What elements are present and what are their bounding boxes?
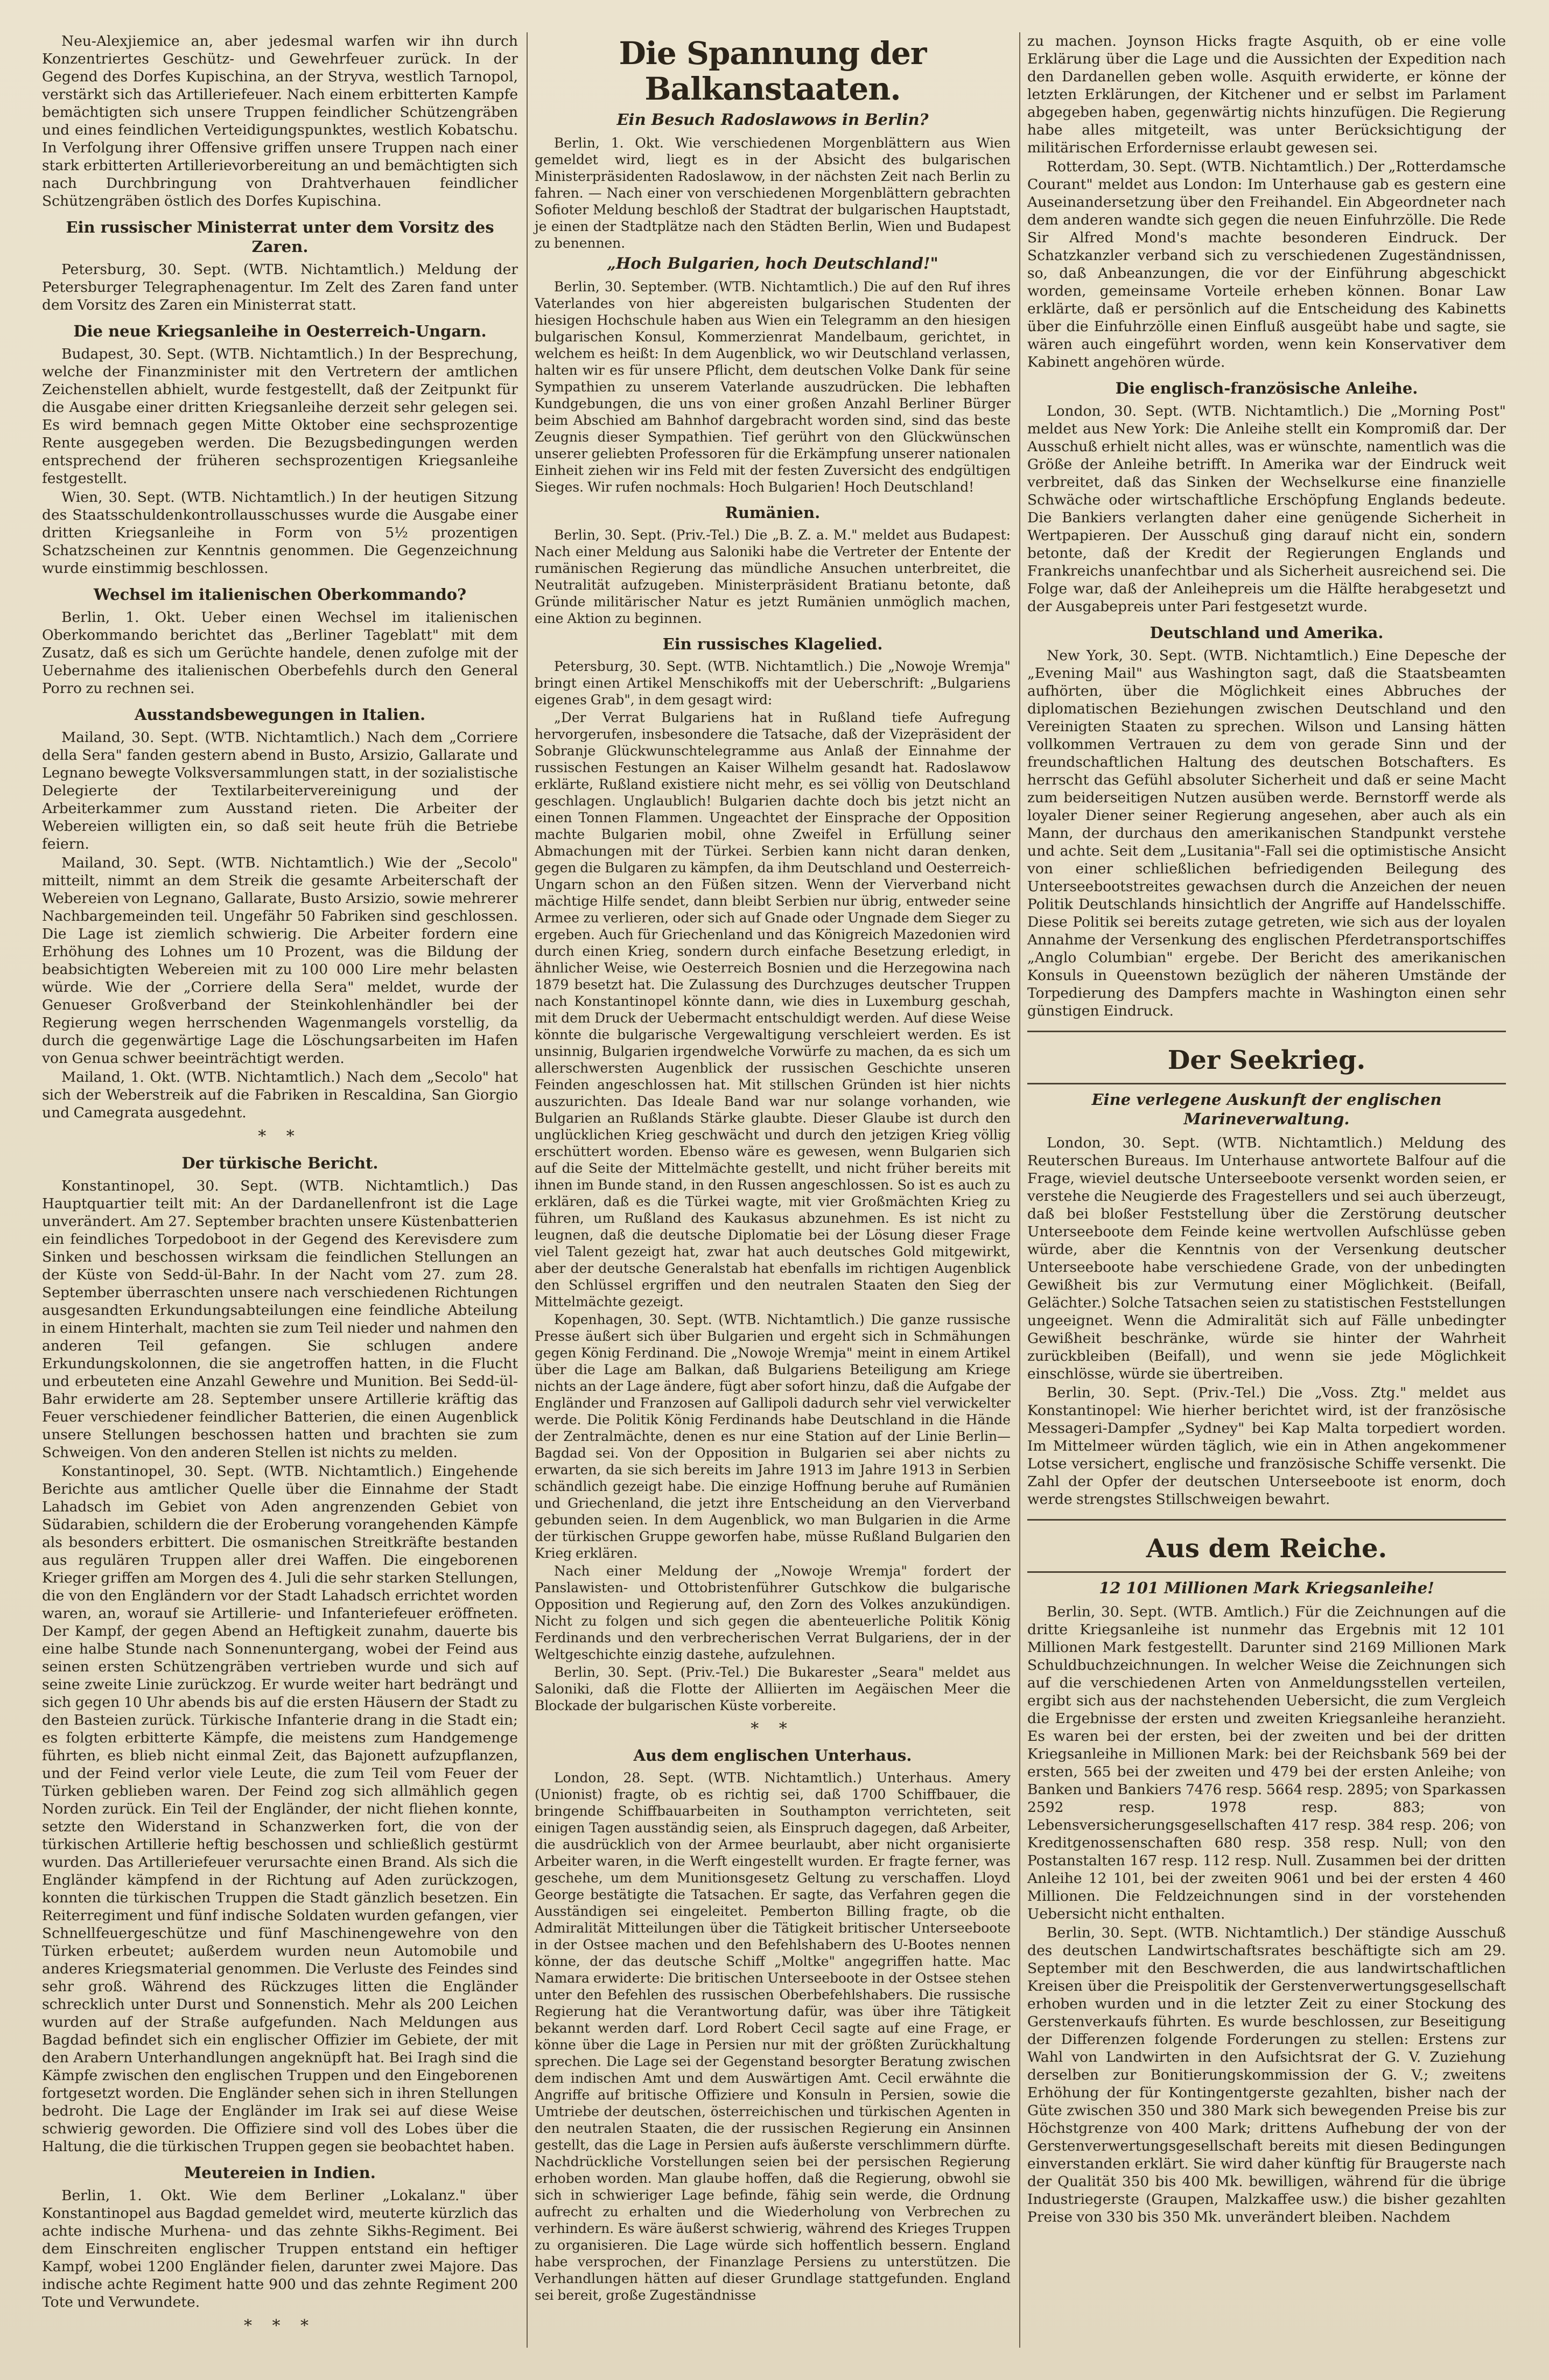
article-paragraph: Budapest, 30. Sept. (WTB. Nichtamtlich.) In der Besprechung, welche der Finanzminister mit den Vertretern der amtlichen Zeichenstellen abhielt, wurde festgestellt, daß der Zeitpunkt für die Ausgabe einer dritten Kriegsanleihe derzeit sehr gelegen sei. Es wird bemnach gegen Mitte Oktober eine sechsprozentige Rente ausgegeben werden. Die Bezugsbedingungen werden entsprechend der früheren sechsprozentigen Kriegsanleihe festgestellt. [42, 346, 518, 487]
article-paragraph: Berlin, 30. Sept. (WTB. Amtlich.) Für die Zeichnungen auf die dritte Kriegsanleihe ist nunmehr das Ergebnis mit 12 101 Millionen Mark festgestellt. Darunter sind 2169 Millionen Mark Schuldbuchzeichnungen. In welcher Weise die Zeichnungen sich auf die verschiedenen Arten von Anmeldungsstellen verteilen, ergibt sich aus der nachstehenden Uebersicht, die zum Vergleich die Ergebnisse der ersten und zweiten Kriegsanleihe heranzieht. Es waren bei der ersten, bei der zweiten und bei der dritten Kriegsanleihe in Millionen Mark: bei der Reichsbank 569 bei der ersten, 565 bei der zweiten und 479 bei der ersten Anleihe; von Banken und Bankiers 7476 resp. 5664 resp. 2895; von Sparkassen 2592 resp. 1978 resp. 883; von Lebensversicherungsgesellschaften 417 resp. 384 resp. 206; von Kreditgenossenschaften 680 resp. 358 resp. Null; von den Postanstalten 167 resp. 112 resp. Null. Zusammen bei der dritten Anleihe 12 101, bei der zweiten 9061 und bei der ersten 4 460 Millionen. Die Feldzeichnungen sind in der vorstehenden Uebersicht nicht enthalten. [1027, 1604, 1506, 1922]
article-paragraph: Kopenhagen, 30. Sept. (WTB. Nichtamtlich.) Die ganze russische Presse äußert sich über Bulgarien und ergeht sich in Schmähungen gegen König Ferdinand. Die „Nowoje Wremja" meint in einem Artikel über die Lage am Balkan, daß Bulgariens Beteiligung am Kriege nichts an der Lage ändere, fügt aber sofort hinzu, daß die Aufgabe der Engländer und Franzosen auf Gallipoli dadurch sehr viel verwickelter werde. Die Politik König Ferdinands habe Deutschland in die Hände der Zentralmächte, denen es nur eine Station auf der Linie Berlin—Bagdad sei. Von der Opposition in Bulgarien sei aber nichts zu erwarten, da sie sich bereits im Jahre 1913 im Jahre 1913 in Serbien schändlich gezeigt habe. Die einzige Hoffnung beruhe auf Rumänien und Griechenland, die jetzt ihre Entscheidung an den Vierverband gebunden seien. In dem Augenblick, wo man Bulgarien in die Arme der türkischen Gruppe geworfen habe, müsse Rußland Bulgarien den Krieg erklären. [535, 1312, 1011, 1561]
article-paragraph: London, 30. Sept. (WTB. Nichtamtlich.) Meldung des Reuterschen Bureaus. Im Unterhause antwortete Balfour auf die Frage, wieviel deutsche Unterseeboote versenkt worden seien, er verstehe die Neugierde des Fragestellers und sei auch überzeugt, daß bei bloßer Feststellung über die Zerstörung deutscher Unterseeboote dem Feinde keine wertvollen Aufschlüsse geben würde, aber die Kenntnis von der Versenkung deutscher Unterseeboote habe verschiedene Grade, von der unbedingten Gewißheit bis zur Vermutung einer Möglichkeit. (Beifall, Gelächter.) Solche Tatsachen seien zu statistischen Feststellungen ungeeignet. Wenn die Admiralität sich auf Fälle unbedingter Gewißheit beschränke, würde sie hinter der Wahrheit zurückbleiben (Beifall), und wenn sie jede Möglichkeit einschlösse, würde sie übertreiben. [1027, 1135, 1506, 1382]
article-heading: Wechsel im italienischen Oberkommando? [93, 585, 467, 604]
article-paragraph: Berlin, 1. Okt. Wie dem Berliner „Lokalanz." über Konstantinopel aus Bagdad gemeldet wird, meuterte kürzlich das achte indische Murhena- und das zehnte Sikhs-Regiment. Bei dem Einschreiten englischer Truppen entstand ein heftiger Kampf, wobei 1200 Engländer fielen, darunter zwei Majore. Das indische achte Regiment hatte 900 und das zehnte Regiment 200 Tote und Verwundete. [42, 2187, 518, 2311]
article-heading: Aus dem englischen Unterhaus. [633, 1746, 912, 1765]
section-title: Der Seekrieg. [1167, 1045, 1366, 1075]
article-paragraph: Mailand, 1. Okt. (WTB. Nichtamtlich.) Nach dem „Secolo" hat sich der Weberstreik auf die Fabriken in Rescaldina, San Giorgio und Camegrata ausgedehnt. [42, 1069, 518, 1121]
article-heading: Ein russisches Klagelied. [662, 635, 883, 653]
separator-stars: * * [258, 1127, 302, 1146]
column-middle [530, 32, 1015, 2353]
article-subheadline: 12 101 Millionen Mark Kriegsanleihe! [1099, 1579, 1434, 1597]
article-heading: Meutereien in Indien. [184, 2164, 376, 2182]
column-left [38, 32, 522, 2353]
article-paragraph: Konstantinopel, 30. Sept. (WTB. Nichtamtlich.) Das Hauptquartier teilt mit: An der Dardanellenfront ist die Lage unverändert. Am 27. September brachten unsere Küstenbatterien ein feindliches Torpedoboot in der Gegend des Kerevisdere zum Sinken und beschossen wirksam die feindlichen Stellungen an der Küste von Sedd-ül-Bahr. In der Nacht vom 27. zum 28. September überraschten unsere nach verschiedenen Richtungen ausgesandten Erkundungsabteilungen eine feindliche Abteilung in einem Hinterhalt, machten sie zum Teil nieder und nahmen den anderen Teil gefangen. Sie schlugen andere Erkundungskolonnen, die sie angetroffen hatten, in die Flucht und erbeuteten eine Anzahl Gewehre und Munition. Bei Sedd-ül-Bahr erwiderte am 28. September unsere Artillerie kräftig das Feuer verschiedener feindlicher Batterien, die einen Augenblick unsere Stellungen beschossen hatten und brachten sie zum Schweigen. Von den anderen Stellen ist nichts zu melden. [42, 1178, 518, 1461]
article-paragraph: London, 30. Sept. (WTB. Nichtamtlich.) Die „Morning Post" meldet aus New York: Die Anleihe stellt ein Kompromiß dar. Der Ausschuß erhielt nicht alles, was er wünschte, namentlich was die Größe der Anleihe betrifft. In Amerika war der Eindruck weit verbreitet, daß das Sinken der Wechselkurse eine finanzielle Schwäche oder wirtschaftliche Erschöpfung Englands bedeute. Die Bankiers verlangten daher eine genügende Sicherheit in Wertpapieren. Der Ausschuß ging darauf nicht ein, sondern betonte, daß der Kredit der Regierungen Englands und Frankreichs unanfechtbar und als Sicherheit ausreichend sei. Die Folge war, daß der Anleihepreis um die Hälfte herabgesetzt und der Ausgabepreis unter Pari festgesetzt wurde. [1027, 403, 1506, 615]
article-heading: Die englisch-französische Anleihe. [1115, 379, 1418, 397]
article-paragraph: Mailand, 30. Sept. (WTB. Nichtamtlich.) Nach dem „Corriere della Sera" fanden gestern abend in Busto, Arsizio, Gallarate und Legnano bewegte Volksversammlungen statt, in der sozialistische Delegierte der Textilarbeitervereinigung und der Arbeiterkammer zum Ausstand rieten. Die Arbeiter der Webereien willigten ein, so daß seit heute früh die Betriebe feiern. [42, 729, 518, 852]
article-paragraph: New York, 30. Sept. (WTB. Nichtamtlich.) Eine Depesche der „Evening Mail" aus Washington sagt, daß die Staatsbeamten aufhörten, über die Möglichkeit eines Abbruches der diplomatischen Beziehungen zwischen Deutschland und den Vereinigten Staaten zu sprechen. Wilson und Lansing hätten vollkommen Vertrauen zu dem von gerade Sinn und der freundschaftlichen Haltung des deutschen Botschafters. Es herrscht das Gefühl absoluter Sicherheit und daß er seine Macht zum beiderseitigen Nutzen ausüben werde. Bernstorff werde als loyaler Diener seiner Regierung angesehen, aber auch als ein Mann, der durchaus den amerikanischen Standpunkt verstehe und achte. Seit dem „Lusitania"-Fall sei die optimistische Ansicht von einer schließlichen befriedigenden Beilegung des Unterseebootstreites gewachsen durch die Anzeichen der neuen Politik Deutschlands hinsichtlich der Angriffe auf Handelsschiffe. Diese Politik sei bereits zutage getreten, wie sich aus der loyalen Annahme der Versenkung des englischen Pferdetransportschiffes „Anglo Columbian" ergebe. Der Bericht des amerikanischen Konsuls in Queenstown bezüglich der näheren Umstände der Torpedierung des Dampfers machte in Washington einen sehr günstigen Eindruck. [1027, 647, 1506, 1019]
section-header-box [1027, 1519, 1506, 1573]
article-heading: Deutschland und Amerika. [1150, 624, 1384, 642]
article-paragraph: London, 28. Sept. (WTB. Nichtamtlich.) Unterhaus. Amery (Unionist) fragte, ob es richtig sei, daß 1700 Schiffbauer, die bringende Schiffbauarbeiten in Southampton verrichteten, seit einigen Tagen ausständig seien, als Einspruch dagegen, daß Arbeiter, die ausdrücklich von der Armee beurlaubt, aber nicht organisierte Arbeiter waren, in die Werft eingestellt wurden. Er fragte ferner, was geschehe, um dem Munitionsgesetz Geltung zu verschaffen. Lloyd George bestätigte die Tatsachen. Er sagte, das Verfahren gegen die Ausständigen sei eingeleitet. Pemberton Billing fragte, ob die Admiralität Mitteilungen über die Tätigkeit britischer Unterseeboote in der Ostsee machen und den Befehlshabern des U-Bootes nennen könne, der das deutsche Schiff „Moltke" angegriffen hatte. Mac Namara erwiderte: Die britischen Unterseeboote in der Ostsee stehen unter den Befehlen des russischen Oberbefehlshabers. Die russische Regierung hat die Verantwortung dafür, was über ihre Tätigkeit bekannt werden darf. Lord Robert Cecil sagte auf eine Frage, er könne über die Lage in Persien nur mit der größten Zurückhaltung sprechen. Die Lage sei der Gegenstand besorgter Beratung zwischen dem indischen Amt und dem Auswärtigen Amt. Cecil erwähnte die Angriffe auf britische Offiziere und Konsuln in Persien, sowie die Umtriebe der deutschen, österreichischen und türkischen Agenten in den neutralen Staaten, die der russischen Regierung ein Ansinnen gestellt, das die Lage in Persien aufs äußerste verschlimmern dürfte. Nachdrückliche Vorstellungen seien bei der persischen Regierung erhoben worden. Man glaube hoffen, daß die Regierung, obwohl sie sich in schwieriger Lage befinde, fähig sein werde, die Ordnung aufrecht zu erhalten und die Wiederholung von Verbrechen zu verhindern. Es wäre äußerst schwierig, während des Krieges Truppen zu organisieren. Die Lage würde sich hoffentlich bessern. England habe versprochen, der Finanzlage Persiens zu unterstützen. Die Verhandlungen hätten auf dieser Grundlage stattgefunden. England sei bereit, große Zugeständnisse [535, 1770, 1011, 2303]
column-divider [527, 32, 528, 2348]
article-paragraph: Rotterdam, 30. Sept. (WTB. Nichtamtlich.) Der „Rotterdamsche Courant" meldet aus London: Im Unterhause gab es gestern eine Auseinandersetzung über den Freihandel. Ein Abgeordneter nach dem anderen wandte sich gegen die neuen Einfuhrzölle. Die Rede Sir Alfred Mond's machte besonderen Eindruck. Der Schatzkanzler verband sich zu verschiedenen Zugeständnissen, so, daß Anbeanzungen, die vor der Einführung abgeschickt worden, gemeinsame Vorteile erheben können. Bonar Law erklärte, daß er persönlich auf die Entscheidung des Kabinetts über die Einfuhrzölle einen Einfluß ausgeübt habe und sagte, sie wären auch eingeführt worden, wenn kein Konservativer dem Kabinett angehören würde. [1027, 158, 1506, 370]
article-paragraph: Neu-Alexjiemice an, aber jedesmal warfen wir ihn durch Konzentriertes Geschütz- und Gewehrfeuer zurück. In der Gegend des Dorfes Kupischina, an der Stryva, westlich Tarnopol, verstärkt sich das Artilleriefeuer. Nach einem erbitterten Kampfe bemächtigten sich unsere Truppen feindlicher Schützengräben und eines feindlichen Verteidigungspunktes, westlich Kobatschu. In Verfolgung ihrer Offensive griffen unsere Truppen nach einer stark erbitterten Artillerievorbereitung an und bemächtigten sich nach Durchbringung von Drahtverhauen feindlicher Schützengräben östlich des Dorfes Kupischina. [42, 33, 518, 209]
article-paragraph: Petersburg, 30. Sept. (WTB. Nichtamtlich.) Die „Nowoje Wremja" bringt einen Artikel Menschikoffs mit der Ueberschrift: „Bulgariens eigenes Grab", in dem gesagt wird: [535, 659, 1011, 708]
article-paragraph: Berlin, 30. Sept. (Priv.-Tel.) Die Bukarester „Seara" meldet aus Saloniki, daß die Flotte der Alliierten im Aegäischen Meer die Blockade der bulgarischen Küste vorbereite. [535, 1664, 1011, 1713]
article-heading: Die neue Kriegsanleihe in Oesterreich-Ungarn. [73, 322, 487, 340]
column-right [1023, 32, 1510, 2353]
article-paragraph: Wien, 30. Sept. (WTB. Nichtamtlich.) In der heutigen Sitzung des Staatsschuldenkontrollausschusses wurde die Ausgabe einer dritten Kriegsanleihe in Form von 5½ prozentigen Schatzscheinen zur Kenntnis genommen. Die Gegenzeichnung wurde einstimmig beschlossen. [42, 489, 518, 577]
section-headline: Die Spannung der Balkanstaaten. [619, 35, 927, 107]
article-paragraph: Berlin, 1. Okt. Wie verschiedenen Morgenblättern aus Wien gemeldet wird, liegt es in der Absicht des bulgarischen Ministerpräsidenten Radoslawow, in der nächsten Zeit nach Berlin zu fahren. — Nach einer von verschiedenen Morgenblättern gebrachten Sofioter Meldung beschloß der Stadtrat der bulgarischen Hauptstadt, je einen der Stadtplätze nach den Städten Berlin, Wien und Budapest zu benennen. [535, 135, 1011, 251]
article-paragraph: Berlin, 30. Sept. (Priv.-Tel.) Die „Voss. Ztg." meldet aus Konstantinopel: Wie hierher berichtet wird, ist der französische Messageri-Dampfer „Sydney" bei Kap Malta torpediert worden. Im Mittelmeer würden täglich, wie ein in Athen angekommener Lotse versichert, englische und französische Schiffe versenkt. Die Zahl der Opfer der deutschen Unterseeboote ist enorm, doch werde strengstes Stillschweigen bewahrt. [1027, 1384, 1506, 1508]
section-header-box [1027, 1031, 1506, 1084]
article-heading: Ausstandsbewegungen in Italien. [134, 705, 426, 724]
article-paragraph: Petersburg, 30. Sept. (WTB. Nichtamtlich.) Meldung der Petersburger Telegraphenagentur. Im Zelt des Zaren fand unter dem Vorsitz des Zaren ein Ministerrat statt. [42, 261, 518, 313]
article-paragraph: Nach einer Meldung der „Nowoje Wremja" fordert der Panslawisten- und Ottobristenführer Gutschkow die bulgarische Opposition und Regierung auf, den Zorn des Volkes anzukündigen. Nicht zu folgen und sich gegen die abenteuerliche Politik König Ferdinands und den verbrecherischen Verrat Bulgariens, der in der Weltgeschichte einzig dastehe, aufzulehnen. [535, 1563, 1011, 1662]
article-paragraph: Mailand, 30. Sept. (WTB. Nichtamtlich.) Wie der „Secolo" mitteilt, nimmt an dem Streik die gesamte Arbeiterschaft der Webereien von Legnano, Gallarate, Busto Arsizio, sowie mehrerer Nachbargemeinden teil. Ungefähr 50 Fabriken sind geschlossen. Die Lage ist ziemlich schwierig. Die Arbeiter fordern eine Erhöhung des Lohnes um 10 Prozent, was die Bildung der beabsichtigten Webereien mit zu 100 000 Lire mehr belasten würde. Wie der „Corriere della Sera" meldet, wurde der Genueser Großverband der Steinkohlenhändler bei der Regierung wegen herrschenden Wagenmangels vorstellig, da durch die gegenwärtige Lage die Löschungsarbeiten im Hafen von Genua schwer beeinträchtigt werden. [42, 855, 518, 1067]
article-paragraph: „Der Verrat Bulgariens hat in Rußland tiefe Aufregung hervorgerufen, insbesondere die Tatsache, daß der Vizepräsident der Sobranje Glückwunschtelegramme aus Anlaß der Einnahme der russischen Festungen an Kaiser Wilhelm gesandt hat. Radoslawow erklärte, Rußland existiere nicht mehr, es sei völlig von Deutschland geschlagen. Unglaublich! Bulgarien dachte doch bis jetzt nicht an einen Tonnen Flammen. Ungeachtet der Einsprache der Opposition machte Bulgarien mobil, ohne Zweifel in Erfüllung seiner Abmachungen mit der Türkei. Serbien kann nicht daran denken, gegen die Bulgaren zu kämpfen, da ihm Deutschland und Oesterreich-Ungarn schon an den Füßen sitzen. Wenn der Vierverband nicht mächtige Hilfe sendet, dann bleibt Serbien nur übrig, entweder seine Armee zu verlieren, oder sich auf Gnade oder Ungnade dem Sieger zu ergeben. Auch für Griechenland und das Königreich Mazedonien wird durch einen Krieg, sondern durch einfache Besetzung erledigt, in ähnlicher Weise, wie Oesterreich Bosnien und die Herzegowina nach 1879 besetzt hat. Die Zulassung des Durchzuges deutscher Truppen nach Konstantinopel könnte dann, wie dies in Luxemburg geschah, mit dem Druck der Uebermacht entschuldigt werden. Auf diese Weise könnte die bulgarische Vergewaltigung verschleiert werden. Es ist unsinnig, Bulgarien irgendwelche Vorwürfe zu machen, da es sich um allerschwersten Augenblick der russischen Geschichte unseren Feinden angeschlossen hat. Mit stillschen Gründen ist hier nichts auszurichten. Das Ideale Band war nur solange vorhanden, wie Bulgarien an Rußlands Stärke glaubte. Dieser Glaube ist durch den unglücklichen Krieg geschwächt und durch den jetzigen Krieg völlig erschüttert worden. Ebenso wäre es gewesen, wenn Bulgarien sich auf die Seite der Mittelmächte gestellt, und nicht früher bereits mit ihnen im Bunde stand, in den Russen angeschlossen. So ist es auch zu erklären, daß es die Türkei wagte, mit vier Großmächten Krieg zu führen, um Rußland des Kaukasus abzunehmen. Es ist nicht zu leugnen, daß die deutsche Diplomatie bei der Lösung dieser Frage viel Talent gezeigt hat, zwar hat auch deutsches Gold mitgewirkt, aber der deutsche Generalstab hat ebenfalls im richtigen Augenblick den Schlüssel ergriffen und den neutralen Staaten den Sieg der Mittelmächte gezeigt. [535, 710, 1011, 1310]
article-heading: Rumänien. [725, 503, 821, 522]
article-paragraph: Berlin, 30. Sept. (Priv.-Tel.) Die „B. Z. a. M." meldet aus Budapest: Nach einer Meldung aus Saloniki habe die Vertreter der Entente der rumänischen Regierung das mündliche Ansuchen unterbreitet, die Neutralität aufzugeben. Ministerpräsident Bratianu betonte, daß Gründe militärischer Natur es jetzt Rumänien unmöglich machen, eine Aktion zu beginnen. [535, 527, 1011, 626]
article-paragraph: Berlin, 30. September. (WTB. Nichtamtlich.) Die auf den Ruf ihres Vaterlandes von hier abgereisten bulgarischen Studenten der hiesigen Hochschule haben aus Wien ein Telegramm an den hiesigen bulgarischen Konsul, Kommerzienrat Mandelbaum, gerichtet, in welchem es heißt: In dem Augenblick, wo wir Deutschland verlassen, halten wir es für unsere Pflicht, dem deutschen Volke Dank für seine Sympathien zu unserem Vaterlande auszudrücken. Die lebhaften Kundgebungen, die uns von einer großen Anzahl Berliner Bürger beim Abschied am Bahnhof dargebracht worden sind, sind das beste Zeugnis dieser Sympathien. Tief gerührt von den Glückwünschen unserer geliebten Professoren für die Erkämpfung unserer nationalen Einheit ziehen wir ins Feld mit der festen Zuversicht des endgültigen Sieges. Wir rufen nochmals: Hoch Bulgarien! Hoch Deutschland! [535, 279, 1011, 495]
article-subheadline: Ein Besuch Radoslawows in Berlin? [616, 110, 929, 129]
article-paragraph: zu machen. Joynson Hicks fragte Asquith, ob er eine volle Erklärung über die Lage und die Aussichten der Expedition nach den Dardanellen geben wolle. Asquith erwiderte, er könne der letzten Erklärungen, der Kitchener und er selbst im Parlament abgegeben haben, gegenwärtig nichts hinzufügen. Die Regierung habe alles mitgeteilt, was unter Berücksichtigung der militärischen Erfordernisse erlaubt gewesen sei. [1027, 33, 1506, 156]
article-heading: Der türkische Bericht. [181, 1154, 379, 1172]
article-paragraph: Konstantinopel, 30. Sept. (WTB. Nichtamtlich.) Eingehende Berichte aus amtlicher Quelle über die Einnahme der Stadt Lahadsch im Gebiet von Aden angrenzenden Gebiet von Südarabien, schildern die der Eroberung vorangehenden Kämpfe als besonders erbittert. Die osmanischen Streitkräfte bestanden aus regulären Truppen aller drei Waffen. Die eingeborenen Krieger griffen am Morgen des 4. Juli die sehr starken Stellungen, die von den Engländern vor der Stadt Lahadsch errichtet worden waren, an, worauf sie Artillerie- und Infanteriefeuer eröffneten. Der Kampf, der gegen Abend an Heftigkeit zunahm, dauerte bis eine halbe Stunde nach Sonnenuntergang, wobei der Feind aus seinen ersten Schützengräben vertrieben wurde und sich auf seine zweite Linie zurückzog. Er wurde weiter hart bedrängt und sich gegen 10 Uhr abends bis auf die ersten Häusern der Stadt zu den Basteien zurück. Türkische Infanterie drang in die Stadt ein; es folgten erbitterte Kämpfe, die meistens zum Handgemenge führten, es blieb nicht einmal Zeit, das Bajonett aufzupflanzen, und der Feind verlor viele Leute, die zum Teil vom Feuer der Türken geblieben waren. Der Feind zog sich allmählich gegen Norden zurück. Ein Teil der Engländer, der nicht fliehen konnte, setzte den Widerstand in Schanzwerken fort, die von der türkischen Artillerie heftig beschossen und schließlich gestürmt wurden. Das Artilleriefeuer verursachte einen Brand. Als sich die Engländer kämpfend in der Richtung auf Aden zurückzogen, konnten die türkischen Truppen die Stadt gänzlich besetzen. Ein Reiterregiment und fünf indische Soldaten wurden gefangen, vier Schnellfeuergeschütze und fünf Maschinengewehre von den Türken erbeutet; außerdem wurden neun Automobile und anderes Kriegsmaterial genommen. Die Verluste des Feindes sind sehr groß. Während des Rückzuges litten die Engländer schrecklich unter Durst und Sonnenstich. Mehr als 200 Leichen wurden auf der Straße aufgefunden. Nach Meldungen aus Bagdad befindet sich ein englischer Offizier im Gebiete, der mit den Arabern Unterhandlungen angeknüpft hat. Bei Iragh sind die Kämpfe zwischen den englischen Truppen und den Eingeborenen fortgesetzt worden. Die Engländer sehen sich in ihren Stellungen bedroht. Die Lage der Engländer im Irak sei auf diese Weise schwierig geworden. Die Offiziere sind voll des Lobes über die Haltung, die die türkischen Truppen gegen sie beobachtet haben. [42, 1463, 518, 2155]
section-title: Aus dem Reiche. [1146, 1534, 1387, 1564]
article-paragraph: Berlin, 30. Sept. (WTB. Nichtamtlich.) Der ständige Ausschuß des deutschen Landwirtschaftsrates beschäftigte sich am 29. September mit den Beschwerden, die aus landwirtschaftlichen Kreisen über die Preispolitik der Gerstenverwertungsgesellschaft erhoben wurden und in die letzter Zeit zu einer Stockung des Gerstenverkaufs führten. Es wurde beschlossen, zur Beseitigung der Differenzen folgende Forderungen zu stellen: Erstens zur Wahl von Landwirten in den Aufsichtsrat der G. V. Zuziehung derselben zur Bonitierungskommission der G. V.; zweitens Erhöhung der für Kontingentgerste gezahlten, bisher nach der Güte zwischen 350 und 380 Mark sich bewegenden Preise bis zur Höchstgrenze von 400 Mark; drittens Aufhebung der von der Gerstenverwertungsgesellschaft bereits mit diesen Bedingungen einverstanden erklärt. Sie wird daher künftig für Braugerste nach der Qualität 350 bis 400 Mk. bewilligen, während für die übrige Industriegerste (Graupen, Malzkaffee usw.) die bisher gezahlten Preise von 330 bis 350 Mk. unverändert bleiben. Nachdem [1027, 1924, 1506, 2225]
article-subheadline: „Hoch Bulgarien, hoch Deutschland!" [607, 254, 938, 272]
article-subheadline: Eine verlegene Auskunft der englischen Marineverwaltung. [1091, 1090, 1442, 1128]
separator-stars: * * [751, 1719, 795, 1738]
column-divider [1019, 32, 1020, 2348]
article-heading: Ein russischer Ministerrat unter dem Vorsitz des Zaren. [66, 218, 494, 256]
separator-stars: * * * [243, 2316, 317, 2335]
article-paragraph: Berlin, 1. Okt. Ueber einen Wechsel im italienischen Oberkommando berichtet das „Berliner Tageblatt" mit dem Zusatz, daß es sich um Gerüchte handele, denen zufolge mit der Uebernahme des italienischen Oberbefehls durch den General Porro zu rechnen sei. [42, 609, 518, 697]
